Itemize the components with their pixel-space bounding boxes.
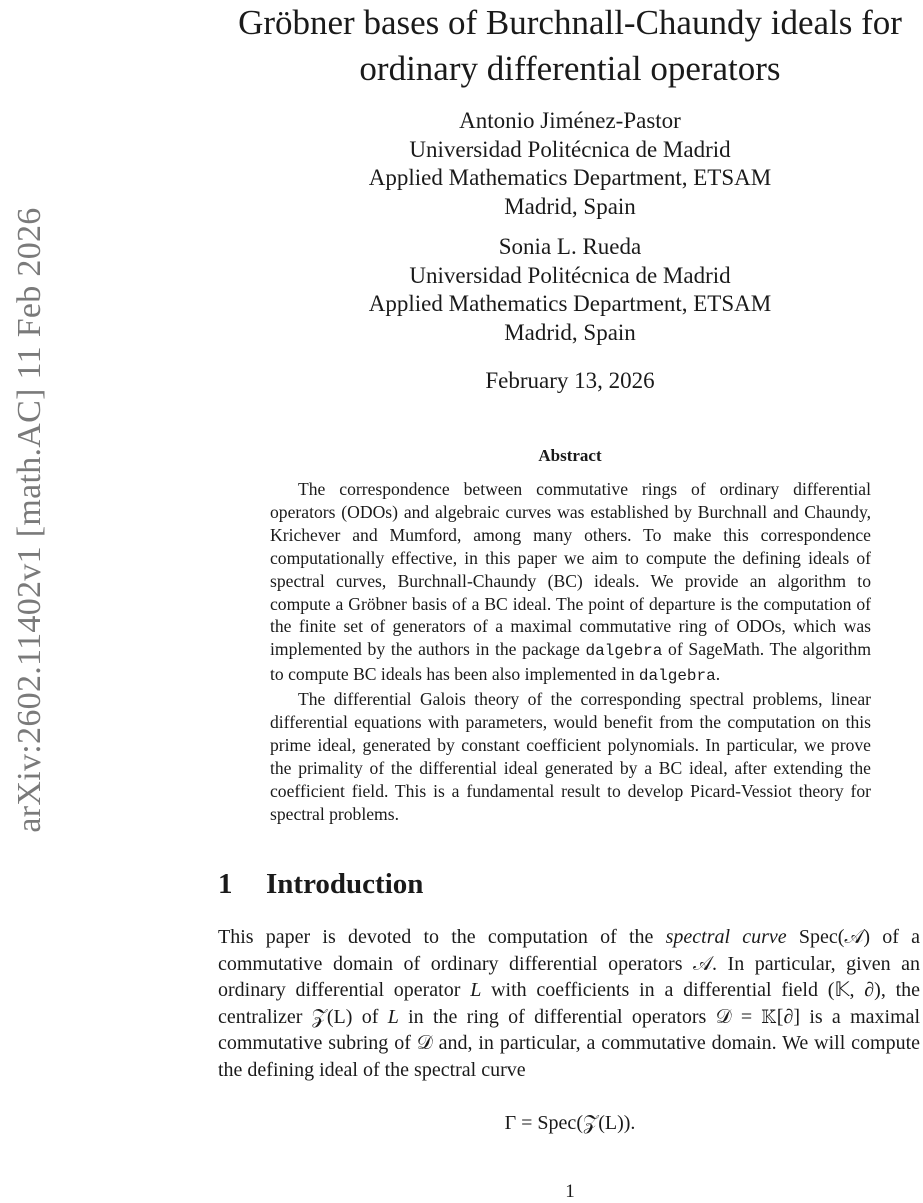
math-inline: L [470, 979, 482, 1002]
math-inline: 𝒵(L) [311, 1005, 353, 1028]
math-inline: 𝒟 = 𝕂[∂] [715, 1005, 801, 1028]
author-department: Applied Mathematics Department, ETSAM [368, 165, 772, 190]
math-inline: L [387, 1005, 399, 1028]
introduction-paragraph: This paper is devoted to the computation of the spectral curve Spec(𝒜) of a commutative domain of ordinary differential operators 𝒜. In particular, given an ordinary differential operator L with coefficients in a differential field (𝕂, ∂), the centralizer 𝒵(L) of L in the ring of differential operators 𝒟 = 𝕂[∂] is a maximal commutative subring of 𝒟 and, in particular, a commutative domain. We will compute the defining ideal of the spectral curve [218, 926, 921, 1081]
page-number: 1 [565, 1181, 575, 1202]
display-equation: Γ = Spec(𝒵(L)). [504, 1112, 636, 1134]
abstract-paragraph-2: The differential Galois theory of the corresponding spectral problems, linear differential equations with parameters, would benefit from the computation on this prime ideal, generated by constant coefficient polynomials. In particular, we prove the primality of the differential ideal generated by a BC ideal, after extending the coefficient field. This is a fundamental result to develop Picard-Vessiot theory for spectral problems. [270, 689, 871, 824]
author-block-2 [260, 233, 880, 347]
paper-title-line-1: Gröbner bases of Burchnall-Chaundy ideals for [238, 3, 902, 42]
author-location: Madrid, Spain [504, 193, 636, 219]
publication-date: February 13, 2026 [485, 368, 655, 393]
section-title: Introduction [266, 868, 424, 900]
paper-title [210, 0, 923, 92]
arxiv-identifier-text: arXiv:2602.11402v1 [math.AC] 11 Feb 2026 [11, 207, 48, 833]
package-name: dalgebra [638, 667, 716, 686]
author-location: Madrid, Spain [504, 319, 636, 345]
package-name: dalgebra [585, 642, 663, 661]
author-block-1 [260, 107, 880, 221]
author-name: Antonio Jiménez-Pastor [459, 108, 681, 133]
author-department: Applied Mathematics Department, ETSAM [368, 291, 772, 316]
section-heading [218, 868, 423, 901]
abstract-paragraph-1: The correspondence between commutative rings of ordinary differential operators (ODOs) and algebraic curves was established by Burchnall and Chaundy, Krichever and Mumford, among many others. To make this correspondence computationally effective, in this paper we aim to compute the defining ideals of spectral curves, Burchnall-Chaundy (BC) ideals. We provide an algorithm to compute a Gröbner basis of a BC ideal. The point of departure is the computation of the finite set of generators of a maximal commutative ring of ODOs, which was implemented by the authors in the package dalgebra of SageMath. The algorithm to compute BC ideals has been also implemented in dalgebra. [270, 479, 872, 686]
paper-title-line-2: ordinary differential operators [359, 49, 781, 88]
author-affiliation: Universidad Politécnica de Madrid [409, 136, 731, 162]
section-number: 1 [218, 868, 233, 900]
arxiv-identifier-stamp [0, 0, 60, 920]
emphasis-term: spectral curve [665, 926, 787, 948]
abstract-heading: Abstract [538, 446, 602, 465]
math-inline: Spec(𝒜) [798, 926, 871, 948]
author-name: Sonia L. Rueda [498, 234, 642, 259]
abstract-body [270, 478, 871, 826]
math-inline: 𝒟 [416, 1032, 433, 1055]
math-inline: (𝕂, ∂) [827, 979, 881, 1002]
author-affiliation: Universidad Politécnica de Madrid [409, 262, 731, 288]
math-inline: 𝒜 [693, 952, 712, 975]
